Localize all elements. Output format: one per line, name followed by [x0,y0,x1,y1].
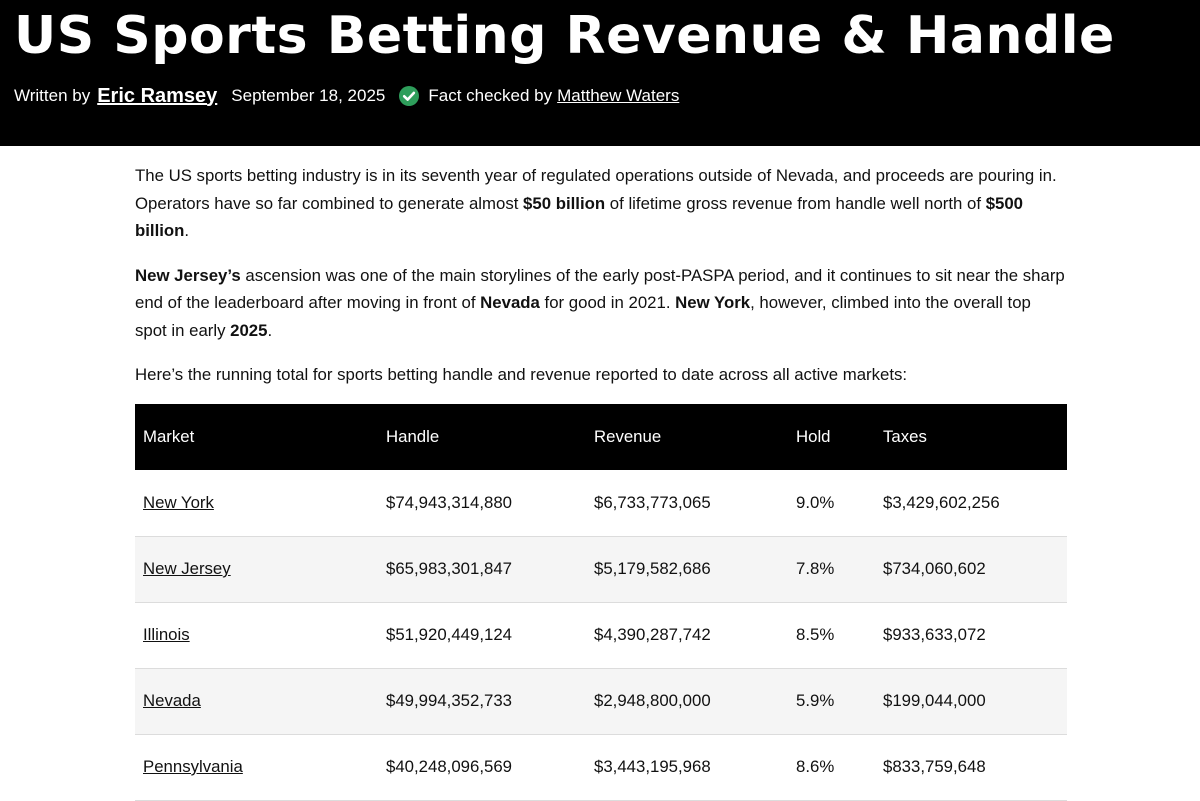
fact-checker-link[interactable]: Matthew Waters [557,86,680,105]
table-intro-paragraph: Here’s the running total for sports betting handle and revenue reported to date across all active markets: [135,365,908,384]
check-circle-icon [398,85,420,107]
market-link[interactable]: New Jersey [143,559,231,578]
handle-cell: $51,920,449,124 [386,625,512,644]
column-header-hold: Hold [796,427,831,446]
leaderboard-paragraph: New Jersey’s ascension was one of the main storylines of the early post-PASPA period, and it continues to sit near the sharp end of the leaderboard after moving in front of Nevada for good in 2021. New York, however, climbed into the overall top spot in early 2025. [135,265,1065,340]
table-row [135,536,1067,602]
handle-cell: $74,943,314,880 [386,492,512,512]
column-header-revenue: Revenue [594,427,662,446]
taxes-cell: $933,633,072 [883,625,986,644]
page-header [0,0,1200,146]
betting-totals-table [135,404,1067,801]
lifetime-handle-highlight: $500 billion [135,193,1024,240]
column-header-handle: Handle [386,427,440,446]
market-link[interactable]: New York [143,492,214,512]
page-title: US Sports Betting Revenue & Handle [14,6,1115,66]
revenue-cell: $5,179,582,686 [594,559,711,578]
column-header-market: Market [143,427,195,446]
handle-cell: $65,983,301,847 [386,559,512,578]
column-header-taxes: Taxes [883,427,927,446]
revenue-cell: $2,948,800,000 [594,691,711,710]
market-link[interactable]: Illinois [143,625,190,644]
author-link[interactable]: Eric Ramsey [97,84,218,107]
table-row [135,668,1067,734]
publish-date: September 18, 2025 [231,86,386,105]
hold-cell: 5.9% [796,691,835,710]
taxes-cell: $3,429,602,256 [883,492,1000,512]
revenue-cell: $4,390,287,742 [594,625,711,644]
market-link[interactable]: Pennsylvania [143,757,243,776]
market-link[interactable]: Nevada [143,691,201,710]
lifetime-revenue-highlight: $50 billion [523,193,606,213]
taxes-cell: $833,759,648 [883,757,986,776]
article-body [135,160,1067,389]
handle-cell: $40,248,096,569 [386,757,512,776]
table-row [135,470,1067,536]
intro-paragraph: The US sports betting industry is in its seventh year of regulated operations outside of Nevada, and proceeds are pouring in. Operators have so far combined to generate almost $50 billion of lifetime gross revenue from handle well north of $500 billion. [135,166,1057,240]
revenue-cell: $3,443,195,968 [594,757,711,776]
written-by-label: Written by [14,86,91,105]
table-row [135,602,1067,668]
hold-cell: 9.0% [796,492,835,512]
hold-cell: 7.8% [796,559,835,578]
taxes-cell: $734,060,602 [883,559,986,578]
handle-cell: $49,994,352,733 [386,691,512,710]
hold-cell: 8.6% [796,757,835,776]
byline [14,82,679,110]
table-row [135,734,1067,800]
fact-checked-label: Fact checked by [428,86,553,105]
taxes-cell: $199,044,000 [883,691,986,710]
hold-cell: 8.5% [796,625,835,644]
table-header-row [135,404,1067,470]
revenue-cell: $6,733,773,065 [594,492,711,512]
